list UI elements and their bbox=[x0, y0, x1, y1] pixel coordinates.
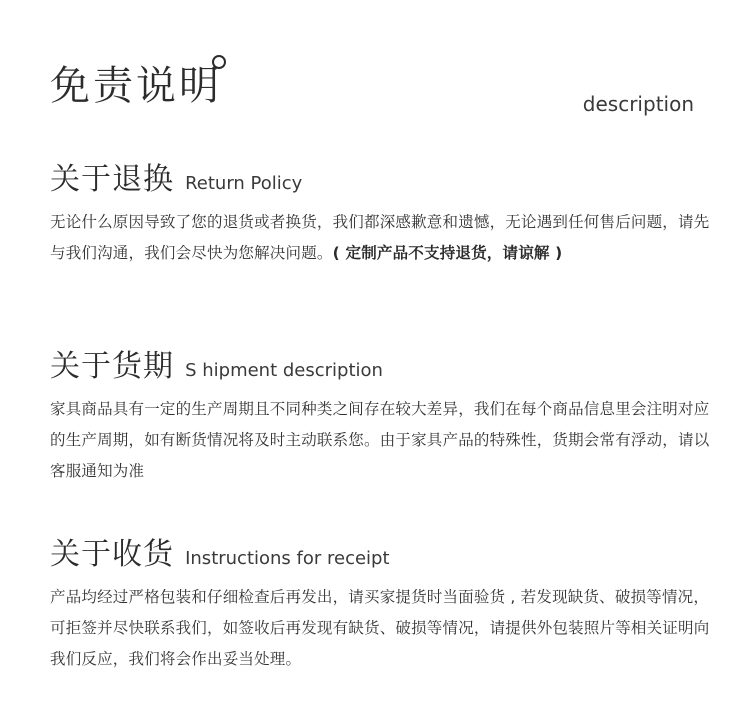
section-text: 产品均经过严格包装和仔细检查后再发出，请买家提货时当面验货 , 若发现缺货、破损等情况，可拒签并尽快联系我们，如签收后再发现有缺货、破损等情况，请提供外包装照片等相关证明向我们反应，我们将会作出妥当处理。 bbox=[50, 588, 710, 668]
section-title-en: Return Policy bbox=[185, 173, 303, 194]
section-receipt bbox=[50, 537, 710, 675]
section-title-en: Instructions for receipt bbox=[185, 548, 390, 569]
section-text: 家具商品具有一定的生产周期且不同种类之间存在较大差异，我们在每个商品信息里会注明对应的生产周期，如有断货情况将及时主动联系您。由于家具产品的特殊性，货期会常有浮动，请以客服通知为准 bbox=[50, 400, 710, 480]
section-body bbox=[50, 207, 710, 269]
section-heading bbox=[50, 349, 710, 384]
section-return-policy bbox=[50, 162, 710, 269]
section-title-en: S hipment description bbox=[185, 360, 383, 381]
section-body bbox=[50, 394, 710, 487]
section-title-zh: 关于收货 bbox=[50, 537, 174, 572]
section-title-zh: 关于退换 bbox=[50, 162, 174, 197]
section-note: ( 定制产品不支持退货，请谅解 ) bbox=[332, 244, 563, 262]
section-shipment bbox=[50, 349, 710, 487]
title-circle-decoration bbox=[212, 55, 226, 69]
page-subtitle: description bbox=[582, 92, 694, 116]
section-heading bbox=[50, 537, 710, 572]
section-title-zh: 关于货期 bbox=[50, 349, 174, 384]
section-text: 无论什么原因导致了您的退货或者换货，我们都深感歉意和遗憾，无论遇到任何售后问题，请先与我们沟通，我们会尽快为您解决问题。 bbox=[50, 213, 710, 262]
section-heading bbox=[50, 162, 710, 197]
section-body bbox=[50, 582, 710, 675]
page-title: 免责说明 bbox=[50, 63, 222, 109]
